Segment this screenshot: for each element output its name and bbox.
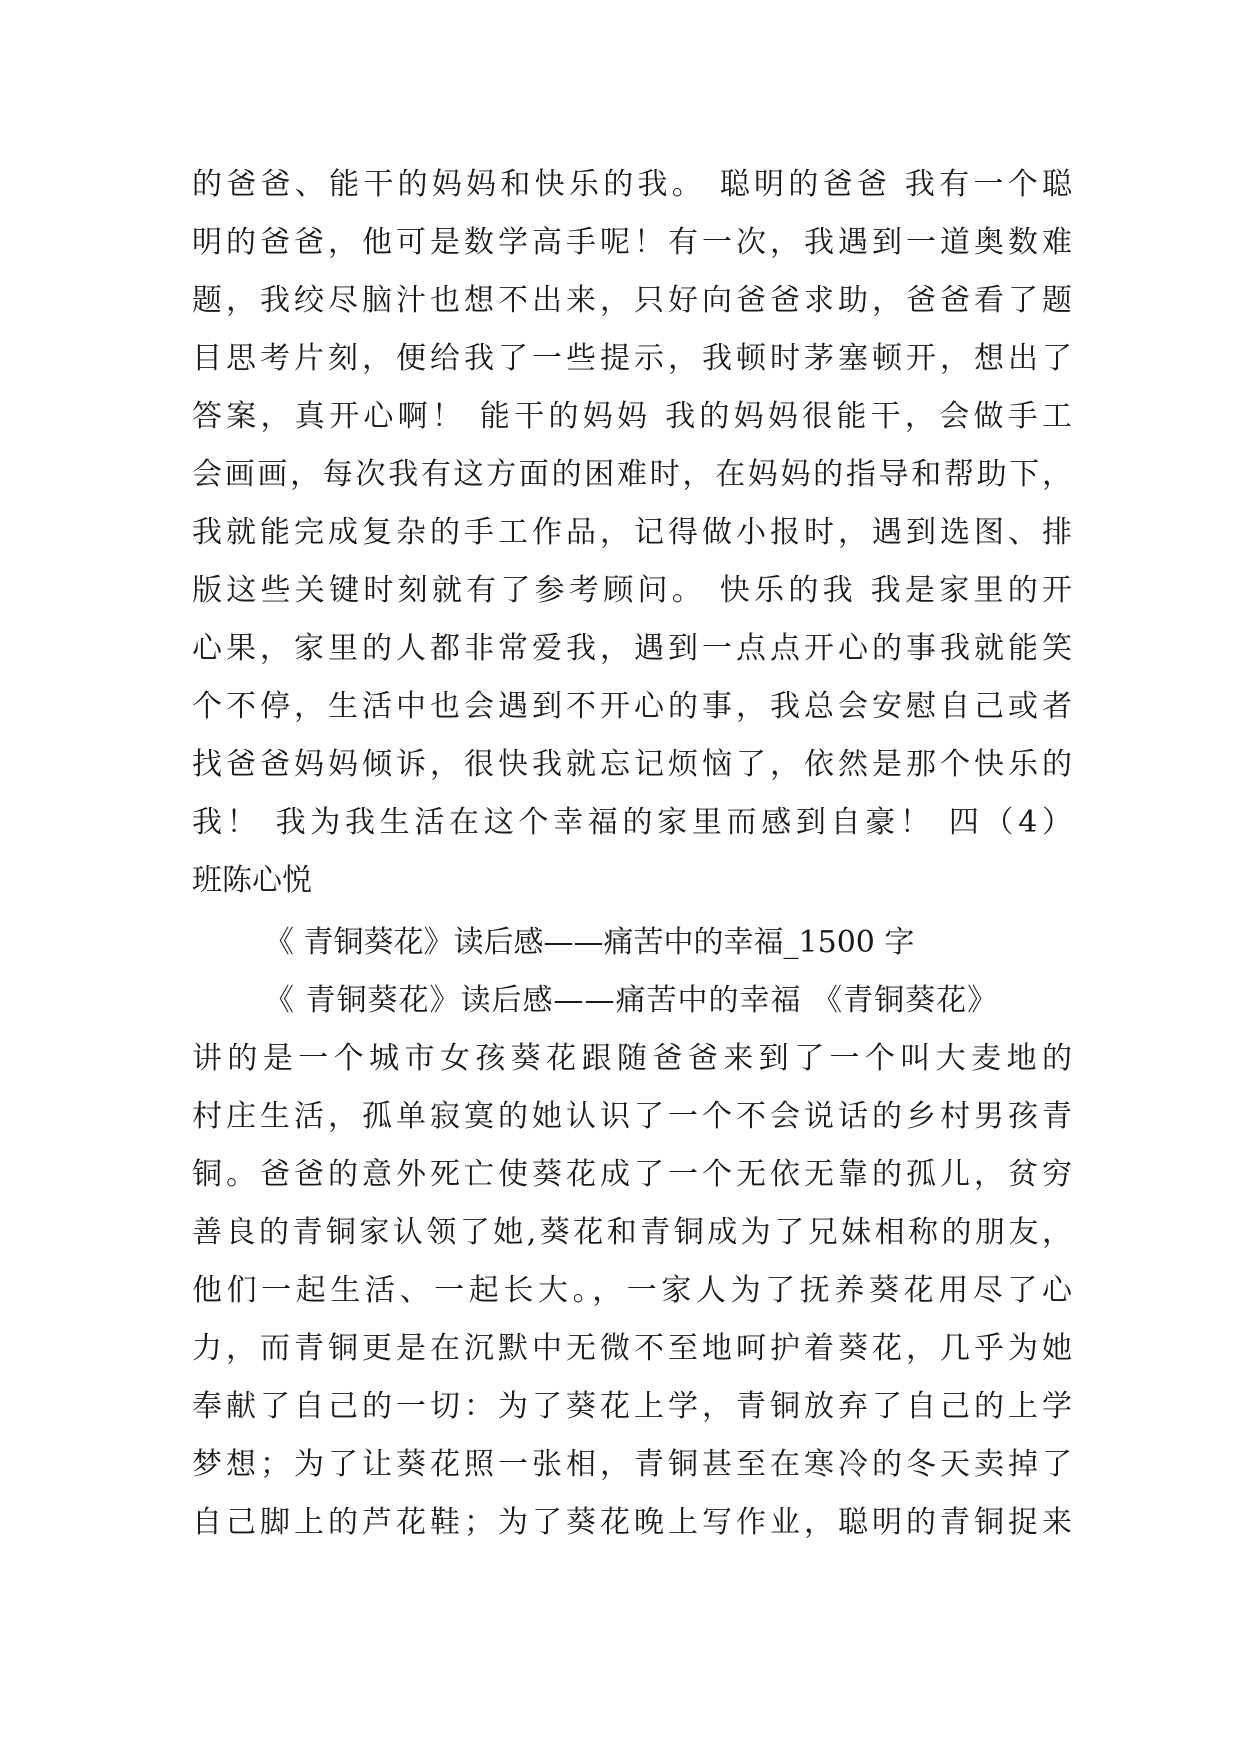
essay-heading: 《 青铜葵花》读后感——痛苦中的幸福_1500 字 xyxy=(264,925,915,960)
text-line: 铜。爸爸的意外死亡使葵花成了一个无依无靠的孤儿，贫穷 xyxy=(192,1157,1072,1192)
text-line: 我！ 我为我生活在这个幸福的家里而感到自豪！ 四（4） xyxy=(192,805,1072,840)
text-line: 奉献了自己的一切：为了葵花上学，青铜放弃了自己的上学 xyxy=(192,1389,1072,1424)
text-line: 力，而青铜更是在沉默中无微不至地呵护着葵花，几乎为她 xyxy=(192,1331,1072,1366)
text-line: 《 青铜葵花》读后感——痛苦中的幸福 《青铜葵花》 xyxy=(264,983,999,1018)
text-line: 目思考片刻，便给我了一些提示，我顿时茅塞顿开，想出了 xyxy=(192,341,1072,376)
text-line: 的爸爸、能干的妈妈和快乐的我。 聪明的爸爸 我有一个聪 xyxy=(192,167,1072,202)
text-line: 答案，真开心啊！ 能干的妈妈 我的妈妈很能干，会做手工 xyxy=(192,399,1072,434)
text-line: 心果，家里的人都非常爱我，遇到一点点开心的事我就能笑 xyxy=(192,631,1072,666)
text-line: 他们一起生活、一起长大。，一家人为了抚养葵花用尽了心 xyxy=(192,1273,1072,1308)
text-line: 题，我绞尽脑汁也想不出来，只好向爸爸求助，爸爸看了题 xyxy=(192,283,1072,318)
text-line-author: 班陈心悦 xyxy=(192,863,312,898)
text-line: 我就能完成复杂的手工作品，记得做小报时，遇到选图、排 xyxy=(192,515,1072,550)
text-line: 明的爸爸，他可是数学高手呢！有一次，我遇到一道奥数难 xyxy=(192,225,1072,260)
paragraph-family-essay xyxy=(192,156,1072,910)
text-line: 个不停，生活中也会遇到不开心的事，我总会安慰自己或者 xyxy=(192,689,1072,724)
text-line: 讲的是一个城市女孩葵花跟随爸爸来到了一个叫大麦地的 xyxy=(192,1041,1072,1076)
text-line: 自己脚上的芦花鞋；为了葵花晚上写作业，聪明的青铜捉来 xyxy=(192,1505,1072,1540)
text-line: 会画画，每次我有这方面的困难时，在妈妈的指导和帮助下， xyxy=(192,457,1072,492)
text-line: 村庄生活，孤单寂寞的她认识了一个不会说话的乡村男孩青 xyxy=(192,1099,1072,1134)
text-line: 找爸爸妈妈倾诉，很快我就忘记烦恼了，依然是那个快乐的 xyxy=(192,747,1072,782)
text-line: 梦想；为了让葵花照一张相，青铜甚至在寒冷的冬天卖掉了 xyxy=(192,1447,1072,1482)
paragraph-book-review xyxy=(192,972,1072,1552)
text-line: 善良的青铜家认领了她,葵花和青铜成为了兄妹相称的朋友， xyxy=(192,1215,1072,1250)
text-line: 版这些关键时刻就有了参考顾问。 快乐的我 我是家里的开 xyxy=(192,573,1072,608)
